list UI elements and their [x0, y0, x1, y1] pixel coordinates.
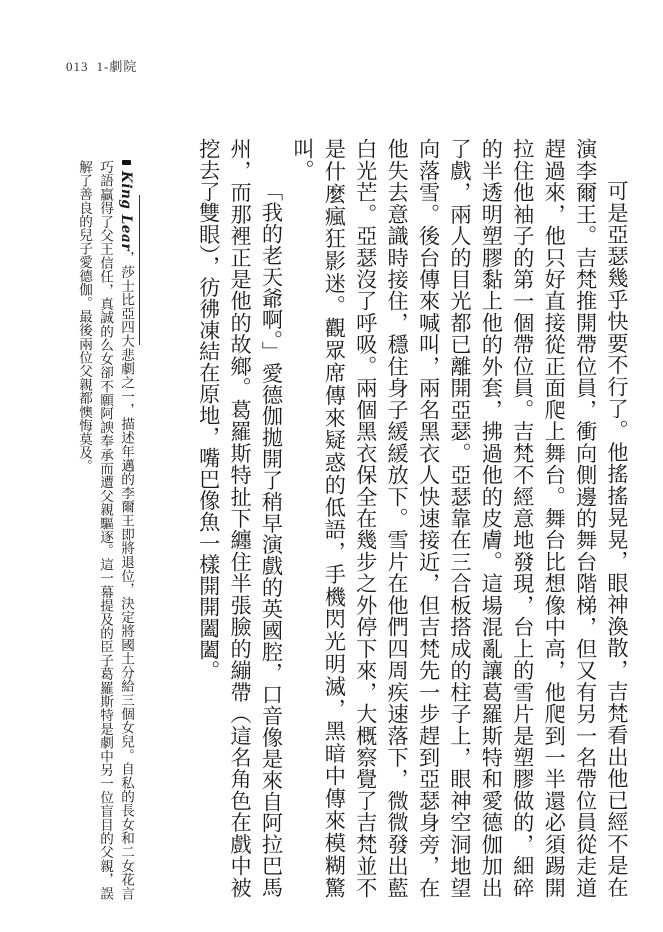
- footnote-marker-icon: [122, 160, 131, 165]
- footnote-term: King Lear: [118, 171, 134, 251]
- footnote-divider: [139, 195, 140, 345]
- footnote: [72, 160, 136, 900]
- chapter-title: 1-劇院: [96, 59, 138, 74]
- running-header: [66, 56, 137, 75]
- page-number: 013: [66, 59, 89, 74]
- paragraph-2: 「我的老天爺啊。」愛德伽拋開了稍早演戲的英國腔，口音像是來自阿拉巴馬州，而那裡正是他的故鄉。葛羅斯特扯下纏住半張臉的繃帶（這名角色在戲中被挖去了雙眼），彷彿凍結在原地，嘴巴像魚一樣開開闔闔。: [196, 138, 285, 898]
- paragraph-1: 可是亞瑟幾乎快要不行了。他搖搖晃晃，眼神渙散，吉梵看出他已經不是在演李爾王。吉梵推開帶位員，衝向側邊的舞台階梯，但又有另一名帶位員從走道趕過來，他只好直接從正面爬上舞台。舞台比想像中高，他爬到一半還必須踢開拉住他袖子的第一個帶位員。吉梵不經意地發現，台上的雪片是塑膠做的，細碎的半透明塑膠黏上他的外套，拂過他的皮膚。這場混亂讓葛羅斯特和愛德伽加出了戲，兩人的目光都已離開亞瑟。亞瑟靠在三合板搭成的柱子上，眼神空洞地望向落雪。後台傳來喊叫，兩名黑衣人快速接近，但吉梵先一步趕到亞瑟身旁，在他失去意識時接住，穩住身子緩緩放下。雪片在他們四周疾速落下，微微發出藍白光芒。亞瑟沒了呼吸。兩個黑衣保全在幾步之外停下來，大概察覺了吉梵並不是什麼瘋狂影迷。觀眾席傳來疑惑的低語，手機閃光明滅，黑暗中傳來模糊驚叫。: [290, 138, 630, 898]
- footnote-text: ，莎士比亞四大悲劇之一，描述年邁的李爾王即將退位，決定將國土分給三個女兒。自私的長女和二女花言巧語贏得了父王信任，真誠的么女卻不願阿諛奉承而遭父親驅逐。這一幕提及的臣子葛羅斯特是劇中另一位盲目的父親，誤解了善良的兒子愛德伽。最後兩位父親都懊悔莫及。: [76, 160, 134, 901]
- main-text: [196, 138, 633, 898]
